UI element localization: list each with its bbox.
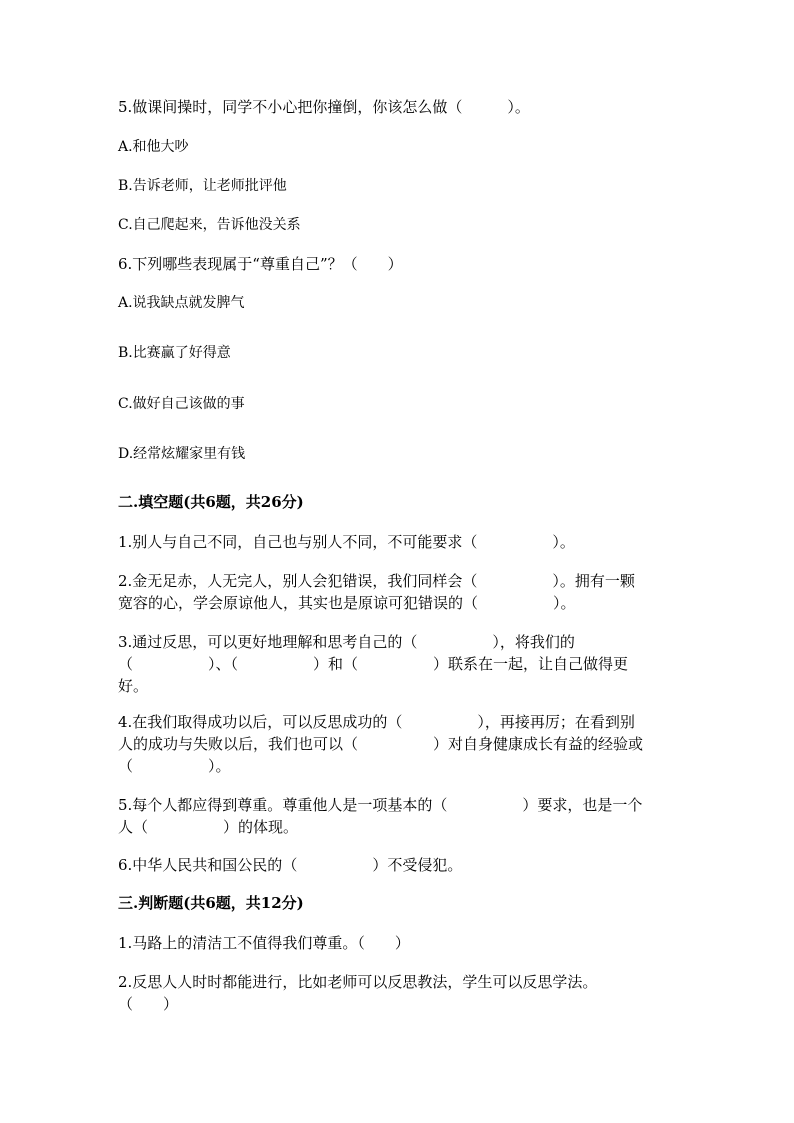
judge-section-heading: 三.判断题(共6题，共12分) (118, 894, 304, 912)
choice-q6-option-c: C.做好自己该做的事 (118, 396, 245, 412)
fill-q4-line-3: （ ）。 (118, 757, 231, 775)
choice-q6-option-b: B.比赛赢了好得意 (118, 345, 231, 361)
choice-q5-option-a: A.和他大吵 (118, 139, 189, 155)
judge-q1: 1.马路上的清洁工不值得我们尊重。（ ） (118, 934, 410, 952)
judge-q2-line-1: 2.反思人人时时都能进行，比如老师可以反思教法，学生可以反思学法。 (118, 973, 598, 991)
choice-q6-option-a: A.说我缺点就发脾气 (118, 295, 245, 311)
fill-section-heading: 二.填空题(共6题，共26分) (118, 493, 304, 511)
judge-q2-line-2: （ ） (118, 995, 179, 1013)
choice-q6-stem: 6.下列哪些表现属于“尊重自己”？（ ） (118, 255, 403, 273)
fill-q4-line-1: 4.在我们取得成功以后，可以反思成功的（ ），再接再厉；在看到别 (118, 713, 635, 731)
choice-q5-stem: 5.做课间操时，同学不小心把你撞倒，你该怎么做（ ）。 (118, 98, 530, 116)
fill-q3-line-1: 3.通过反思，可以更好地理解和思考自己的（ ），将我们的 (118, 633, 575, 651)
fill-q4-line-2: 人的成功与失败以后，我们也可以（ ）对自身健康成长有益的经验或 (118, 735, 644, 753)
fill-q3-line-2: （ ）、（ ）和（ ）联系在一起，让自己做得更 (118, 655, 629, 673)
choice-q5-option-b: B.告诉老师，让老师批评他 (118, 178, 287, 194)
fill-q5-line-1: 5.每个人都应得到尊重。尊重他人是一项基本的（ ）要求，也是一个 (118, 796, 643, 814)
fill-q6: 6.中华人民共和国公民的（ ）不受侵犯。 (118, 856, 463, 874)
fill-q5-line-2: 人（ ）的体现。 (118, 818, 299, 836)
fill-q2-line-2: 宽容的心，学会原谅他人，其实也是原谅可犯错误的（ ）。 (118, 594, 576, 612)
choice-q6-option-d: D.经常炫耀家里有钱 (118, 446, 246, 462)
choice-q5-option-c: C.自己爬起来，告诉他没关系 (118, 217, 301, 233)
fill-q3-line-3: 好。 (118, 677, 149, 695)
fill-q2-line-1: 2.金无足赤，人无完人，别人会犯错误，我们同样会（ ）。拥有一颗 (118, 572, 635, 590)
fill-q1: 1.别人与自己不同，自己也与别人不同，不可能要求（ ）。 (118, 533, 575, 551)
